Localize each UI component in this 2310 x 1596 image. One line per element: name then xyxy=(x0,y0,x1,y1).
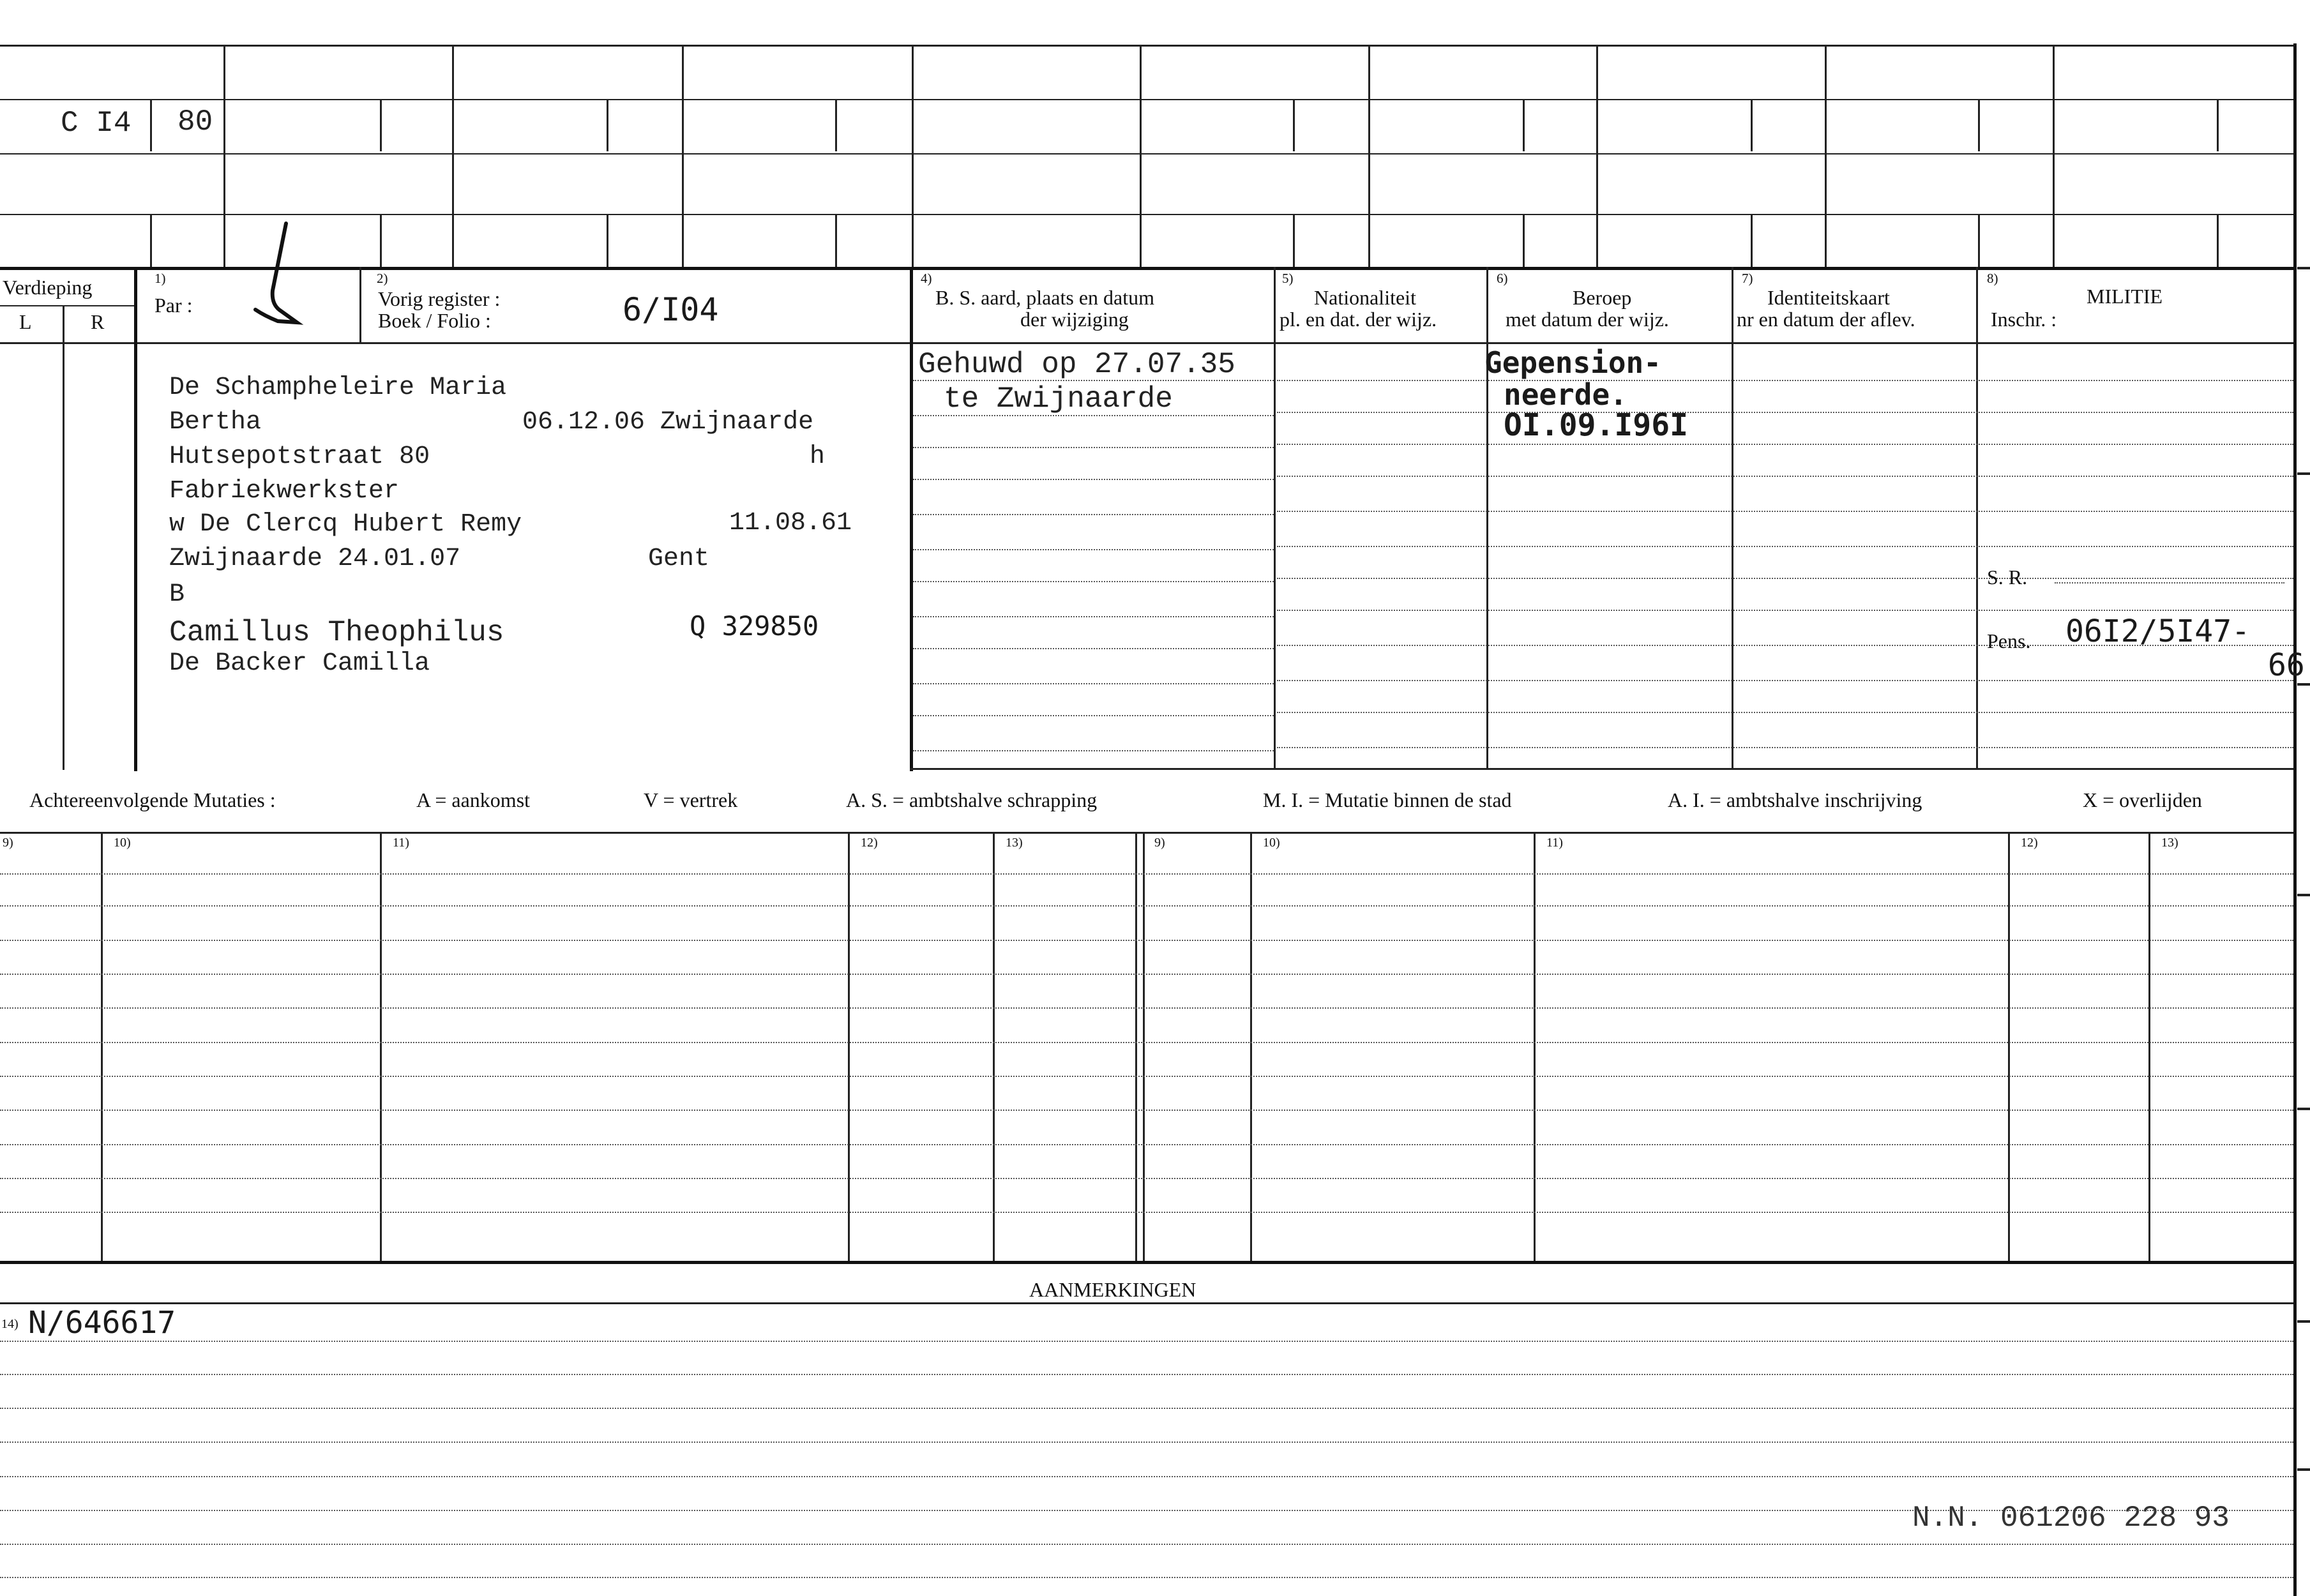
mutaties-col-divider xyxy=(380,833,382,1261)
pens-label: Pens. xyxy=(1987,629,2031,652)
pens-value-overflow: 66 xyxy=(2268,647,2305,683)
aanmerkingen-header-line xyxy=(0,1302,2293,1304)
ruled-line xyxy=(913,683,1274,684)
top-grid-vline xyxy=(223,46,225,267)
sr-dotted-field xyxy=(2055,582,2284,583)
bs-entry-line-1: Gehuwd op 27.07.35 xyxy=(918,348,1235,381)
mutaties-ruled-line xyxy=(0,1110,2293,1111)
person-line-5-date: 11.08.61 xyxy=(729,509,852,538)
bs-header-line2: der wijziging xyxy=(1020,308,1129,331)
aanmerkingen-ruled-line xyxy=(0,1442,2293,1443)
mutaties-ruled-line xyxy=(0,1042,2293,1043)
mutaties-legend-v: V = vertrek xyxy=(644,788,738,811)
ruled-line xyxy=(1277,712,2293,713)
mutaties-col-divider xyxy=(2008,833,2010,1261)
beroep-entry-line-3: OI.09.I96I xyxy=(1504,407,1688,443)
top-grid-vline xyxy=(835,215,837,267)
person-line-8-number: Q 329850 xyxy=(690,610,819,642)
top-grid-vline xyxy=(2053,46,2055,267)
par-label: Par : xyxy=(155,294,193,317)
ruled-line xyxy=(913,750,1274,751)
col-divider xyxy=(134,267,137,771)
top-grid-line xyxy=(0,214,2296,215)
col-divider xyxy=(1976,267,1978,768)
mutaties-ruled-line xyxy=(0,974,2293,975)
ruled-line xyxy=(1277,511,2293,512)
person-line-2-birth: 06.12.06 Zwijnaarde xyxy=(522,408,814,437)
aanmerkingen-ruled-line xyxy=(0,1476,2293,1477)
top-grid-vline xyxy=(1751,215,1753,267)
ruled-line xyxy=(1277,578,2293,579)
mutaties-col-number: 10) xyxy=(1263,836,1280,850)
ruled-line xyxy=(913,616,1274,617)
top-edge-line xyxy=(0,45,2296,47)
mutaties-col-divider xyxy=(1534,833,1536,1261)
edge-tick xyxy=(2297,1320,2310,1323)
ruled-line xyxy=(1277,747,2293,748)
main-bottom-line xyxy=(910,768,2293,770)
mutaties-ruled-line xyxy=(0,1076,2293,1077)
person-line-5-spouse: w De Clercq Hubert Remy xyxy=(169,510,522,539)
mutaties-ruled-line xyxy=(0,1212,2293,1213)
header-row-line xyxy=(0,305,134,306)
top-grid-vline xyxy=(380,215,382,267)
edge-tick xyxy=(2297,1108,2310,1110)
verdieping-label: Verdieping xyxy=(3,276,93,299)
ruled-line xyxy=(913,479,1274,480)
mutaties-col-divider xyxy=(1143,833,1145,1261)
edge-tick xyxy=(2297,472,2310,475)
ruled-line xyxy=(913,648,1274,649)
col-divider xyxy=(63,305,64,770)
ruled-line xyxy=(1277,380,2293,381)
mutaties-ruled-line xyxy=(0,1144,2293,1145)
mutaties-col-divider xyxy=(1135,833,1137,1261)
mutaties-col-divider xyxy=(848,833,850,1261)
person-line-1: De Schampheleire Maria xyxy=(169,373,507,402)
mutaties-ruled-line xyxy=(0,1178,2293,1179)
top-grid-vline xyxy=(835,100,837,151)
col-divider xyxy=(1732,267,1733,768)
person-line-3-mark: h xyxy=(810,442,826,471)
top-grid-vline xyxy=(380,100,382,151)
identiteitskaart-header: Identiteitskaart xyxy=(1767,286,1890,309)
col8-number: 8) xyxy=(1987,271,1998,286)
nationaliteit-header: Nationaliteit xyxy=(1314,286,1416,309)
mutaties-col-divider xyxy=(2148,833,2150,1261)
inschr-label: Inschr. : xyxy=(1991,308,2057,331)
militie-header: MILITIE xyxy=(2087,285,2163,308)
mutaties-legend-x: X = overlijden xyxy=(2083,788,2202,811)
beroep-entry-line-2: neerde. xyxy=(1504,377,1627,412)
mutaties-col-number: 12) xyxy=(2021,836,2038,850)
aanmerkingen-number: 14) xyxy=(1,1317,19,1331)
mutaties-legend-mi: M. I. = Mutatie binnen de stad xyxy=(1263,788,1512,811)
top-grid-vline xyxy=(1293,100,1295,151)
pens-value: 06I2/5I47- xyxy=(2065,614,2250,649)
aanmerkingen-ruled-line xyxy=(0,1577,2293,1578)
person-line-3-address: Hutsepotstraat 80 xyxy=(169,442,430,471)
beroep-subheader: met datum der wijz. xyxy=(1506,308,1669,331)
person-line-9: De Backer Camilla xyxy=(169,649,430,678)
ruled-line xyxy=(1277,680,2293,681)
edge-tick xyxy=(2297,894,2310,896)
mutaties-col-number: 11) xyxy=(1546,836,1563,850)
mutaties-col-number: 9) xyxy=(3,836,13,850)
header-separator xyxy=(0,267,2296,270)
ruled-line xyxy=(1277,610,2293,611)
header-bottom-line xyxy=(0,342,2293,344)
top-grid-vline xyxy=(1978,100,1980,151)
top-grid-vline xyxy=(2217,215,2219,267)
mutaties-col-divider xyxy=(101,833,103,1261)
bs-entry-line-2: te Zwijnaarde xyxy=(944,382,1173,416)
boek-folio-label: Boek / Folio : xyxy=(378,309,491,332)
mutaties-col-divider xyxy=(1250,833,1252,1261)
mutaties-ruled-line xyxy=(0,940,2293,941)
top-grid-vline xyxy=(1293,215,1295,267)
mutaties-ruled-line xyxy=(0,905,2293,907)
beroep-header: Beroep xyxy=(1573,286,1632,309)
ruled-line xyxy=(913,581,1274,582)
mutaties-col-number: 13) xyxy=(2161,836,2178,850)
card-code-right: 80 xyxy=(177,105,213,139)
aanmerkingen-value: N/646617 xyxy=(28,1305,176,1341)
ruled-line xyxy=(1277,444,2293,445)
top-grid-vline xyxy=(1825,46,1827,267)
mutaties-legend-ai: A. I. = ambtshalve inschrijving xyxy=(1668,788,1922,811)
edge-tick xyxy=(2297,683,2310,686)
ruled-line xyxy=(913,715,1274,716)
col-divider xyxy=(1274,267,1276,768)
top-grid-vline xyxy=(1140,46,1142,267)
top-grid-vline xyxy=(607,215,608,267)
aanmerkingen-ruled-line xyxy=(0,1408,2293,1409)
sr-label: S. R. xyxy=(1987,566,2028,589)
ruled-line xyxy=(1277,546,2293,547)
person-line-6-place: Zwijnaarde 24.01.07 xyxy=(169,545,461,573)
boek-folio-value: 6/I04 xyxy=(623,291,719,328)
mutaties-col-number: 10) xyxy=(114,836,131,850)
nn-number: N.N. 061206 228 93 xyxy=(1912,1502,2230,1535)
person-line-7: B xyxy=(169,580,185,609)
aanmerkingen-ruled-line xyxy=(0,1341,2293,1342)
col6-number: 6) xyxy=(1497,271,1508,286)
top-grid-vline xyxy=(2217,100,2219,151)
top-grid-vline xyxy=(1368,46,1370,267)
top-grid-vline xyxy=(1978,215,1980,267)
col4-number: 4) xyxy=(921,271,932,286)
right-edge-line xyxy=(2293,43,2297,1596)
mutaties-ruled-line xyxy=(0,873,2293,875)
person-line-8-name: Camillus Theophilus xyxy=(169,616,504,649)
mutaties-col-number: 12) xyxy=(861,836,878,850)
top-grid-vline xyxy=(1523,215,1525,267)
bs-header-line1: B. S. aard, plaats en datum xyxy=(935,286,1155,309)
col7-number: 7) xyxy=(1742,271,1753,286)
person-line-4: Fabriekwerkster xyxy=(169,477,400,506)
nationaliteit-subheader: pl. en dat. der wijz. xyxy=(1280,308,1437,331)
ruled-line xyxy=(1277,476,2293,477)
top-grid-line xyxy=(0,153,2296,154)
ruled-line xyxy=(913,549,1274,550)
mutaties-col-number: 13) xyxy=(1006,836,1023,850)
ruled-line xyxy=(913,447,1274,448)
mutaties-col-divider xyxy=(993,833,995,1261)
col1-number: 1) xyxy=(155,271,166,286)
r-label: R xyxy=(91,310,105,333)
col-divider xyxy=(1486,267,1488,768)
top-grid-vline xyxy=(912,46,914,267)
edge-tick xyxy=(2297,1468,2310,1471)
top-grid-vline xyxy=(1596,46,1598,267)
mutaties-bottom-line xyxy=(0,1261,2293,1264)
top-grid-vline xyxy=(452,46,454,267)
aanmerkingen-ruled-line xyxy=(0,1374,2293,1375)
person-line-2-name: Bertha xyxy=(169,408,262,437)
card-code-left: C I4 xyxy=(61,107,132,140)
ruled-line xyxy=(913,514,1274,515)
mutaties-legend-a: A = aankomst xyxy=(416,788,531,811)
col2-number: 2) xyxy=(377,271,388,286)
top-grid-vline xyxy=(150,215,152,267)
col5-number: 5) xyxy=(1282,271,1294,286)
top-grid-vline xyxy=(607,100,608,151)
ruled-line xyxy=(1277,412,2293,413)
l-label: L xyxy=(19,310,32,333)
par-handwritten-mark xyxy=(246,220,310,329)
mutaties-top-line xyxy=(0,832,2293,834)
col-divider xyxy=(359,267,361,342)
top-grid-vline xyxy=(150,100,152,151)
edge-tick xyxy=(2297,267,2310,269)
mutaties-col-number: 9) xyxy=(1154,836,1165,850)
top-grid-vline xyxy=(682,46,684,267)
aanmerkingen-title: AANMERKINGEN xyxy=(1029,1278,1197,1301)
vorig-register-label: Vorig register : xyxy=(378,287,501,310)
mutaties-col-number: 11) xyxy=(393,836,409,850)
aanmerkingen-ruled-line xyxy=(0,1544,2293,1545)
identiteitskaart-subheader: nr en datum der aflev. xyxy=(1737,308,1915,331)
top-grid-vline xyxy=(1523,100,1525,151)
beroep-entry-line-1: Gepension- xyxy=(1484,345,1661,380)
mutaties-legend-as: A. S. = ambtshalve schrapping xyxy=(846,788,1098,811)
col-divider xyxy=(910,267,913,771)
mutaties-title: Achtereenvolgende Mutaties : xyxy=(29,788,276,811)
person-line-6-city: Gent xyxy=(648,545,710,573)
mutaties-ruled-line xyxy=(0,1007,2293,1009)
top-grid-line xyxy=(0,99,2296,100)
top-grid-vline xyxy=(1751,100,1753,151)
